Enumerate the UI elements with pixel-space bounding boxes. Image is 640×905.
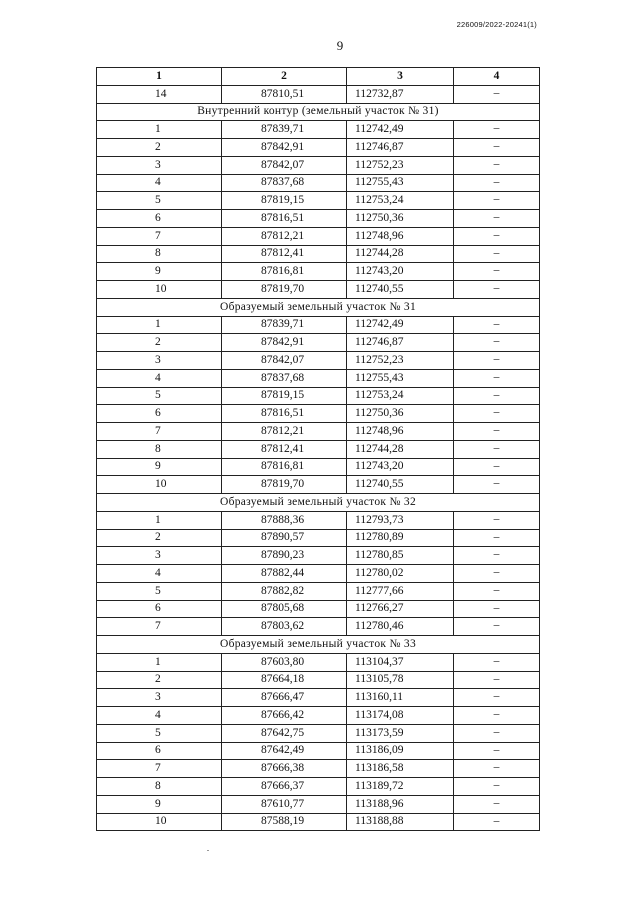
x-coordinate: 87816,51 — [222, 210, 347, 228]
dash-cell: – — [454, 582, 540, 600]
y-coordinate: 112740,55 — [347, 476, 454, 494]
point-number: 2 — [97, 139, 222, 157]
dash-cell: – — [454, 156, 540, 174]
coordinates-table — [96, 67, 540, 831]
section-header-row — [97, 103, 540, 121]
dash-cell: – — [454, 192, 540, 210]
table-row — [97, 423, 540, 441]
y-coordinate: 112746,87 — [347, 139, 454, 157]
table-row — [97, 174, 540, 192]
point-number: 4 — [97, 369, 222, 387]
point-number: 4 — [97, 707, 222, 725]
table-row — [97, 760, 540, 778]
y-coordinate: 112752,23 — [347, 352, 454, 370]
y-coordinate: 112732,87 — [347, 85, 454, 103]
y-coordinate: 112740,55 — [347, 281, 454, 299]
table-row — [97, 813, 540, 831]
point-number: 8 — [97, 245, 222, 263]
x-coordinate: 87666,37 — [222, 778, 347, 796]
point-number: 1 — [97, 653, 222, 671]
x-coordinate: 87603,80 — [222, 653, 347, 671]
x-coordinate: 87842,91 — [222, 139, 347, 157]
y-coordinate: 113173,59 — [347, 724, 454, 742]
y-coordinate: 112780,46 — [347, 618, 454, 636]
y-coordinate: 112780,89 — [347, 529, 454, 547]
y-coordinate: 112742,49 — [347, 316, 454, 334]
header-col-1: 1 — [97, 68, 222, 86]
section-header-row — [97, 494, 540, 512]
table-row — [97, 263, 540, 281]
point-number: 1 — [97, 121, 222, 139]
table-row — [97, 405, 540, 423]
x-coordinate: 87819,15 — [222, 387, 347, 405]
y-coordinate: 112755,43 — [347, 369, 454, 387]
y-coordinate: 112780,02 — [347, 565, 454, 583]
point-number: 4 — [97, 565, 222, 583]
dash-cell: – — [454, 387, 540, 405]
y-coordinate: 112755,43 — [347, 174, 454, 192]
dash-cell: – — [454, 724, 540, 742]
header-col-3: 3 — [347, 68, 454, 86]
point-number: 10 — [97, 281, 222, 299]
y-coordinate: 112744,28 — [347, 440, 454, 458]
point-number: 1 — [97, 316, 222, 334]
table-row — [97, 139, 540, 157]
table-row — [97, 724, 540, 742]
x-coordinate: 87837,68 — [222, 369, 347, 387]
document-id: 226009/2022-20241(1) — [456, 20, 537, 29]
table-row — [97, 227, 540, 245]
y-coordinate: 112746,87 — [347, 334, 454, 352]
table-row — [97, 281, 540, 299]
x-coordinate: 87812,41 — [222, 440, 347, 458]
dash-cell: – — [454, 529, 540, 547]
y-coordinate: 113105,78 — [347, 671, 454, 689]
point-number: 14 — [97, 85, 222, 103]
dash-cell: – — [454, 600, 540, 618]
table-row — [97, 458, 540, 476]
y-coordinate: 112742,49 — [347, 121, 454, 139]
dash-cell: – — [454, 423, 540, 441]
point-number: 2 — [97, 529, 222, 547]
table-row — [97, 440, 540, 458]
y-coordinate: 113160,11 — [347, 689, 454, 707]
point-number: 6 — [97, 210, 222, 228]
y-coordinate: 113188,96 — [347, 795, 454, 813]
x-coordinate: 87812,41 — [222, 245, 347, 263]
x-coordinate: 87819,70 — [222, 281, 347, 299]
table-row — [97, 582, 540, 600]
dash-cell: – — [454, 795, 540, 813]
dash-cell: – — [454, 316, 540, 334]
dash-cell: – — [454, 778, 540, 796]
y-coordinate: 113104,37 — [347, 653, 454, 671]
dash-cell: – — [454, 565, 540, 583]
point-number: 10 — [97, 813, 222, 831]
header-col-2: 2 — [222, 68, 347, 86]
dash-cell: – — [454, 742, 540, 760]
y-coordinate: 112748,96 — [347, 227, 454, 245]
x-coordinate: 87890,23 — [222, 547, 347, 565]
point-number: 3 — [97, 352, 222, 370]
table-row — [97, 85, 540, 103]
point-number: 5 — [97, 724, 222, 742]
x-coordinate: 87805,68 — [222, 600, 347, 618]
x-coordinate: 87882,44 — [222, 565, 347, 583]
table-row — [97, 156, 540, 174]
point-number: 5 — [97, 582, 222, 600]
point-number: 1 — [97, 511, 222, 529]
section-title: Внутренний контур (земельный участок № 31) — [97, 103, 540, 121]
y-coordinate: 112748,96 — [347, 423, 454, 441]
y-coordinate: 112766,27 — [347, 600, 454, 618]
x-coordinate: 87810,51 — [222, 85, 347, 103]
x-coordinate: 87610,77 — [222, 795, 347, 813]
dash-cell: – — [454, 813, 540, 831]
point-number: 6 — [97, 600, 222, 618]
point-number: 6 — [97, 405, 222, 423]
dash-cell: – — [454, 139, 540, 157]
dash-cell: – — [454, 671, 540, 689]
y-coordinate: 113186,09 — [347, 742, 454, 760]
y-coordinate: 112743,20 — [347, 458, 454, 476]
y-coordinate: 113189,72 — [347, 778, 454, 796]
point-number: 7 — [97, 760, 222, 778]
table-row — [97, 547, 540, 565]
section-header-row — [97, 298, 540, 316]
table-row — [97, 529, 540, 547]
x-coordinate: 87816,81 — [222, 263, 347, 281]
x-coordinate: 87664,18 — [222, 671, 347, 689]
y-coordinate: 112752,23 — [347, 156, 454, 174]
section-title: Образуемый земельный участок № 31 — [97, 298, 540, 316]
dash-cell: – — [454, 263, 540, 281]
x-coordinate: 87812,21 — [222, 227, 347, 245]
y-coordinate: 112793,73 — [347, 511, 454, 529]
point-number: 5 — [97, 192, 222, 210]
section-header-row — [97, 636, 540, 654]
dash-cell: – — [454, 245, 540, 263]
table-row — [97, 352, 540, 370]
table-row — [97, 600, 540, 618]
point-number: 3 — [97, 156, 222, 174]
y-coordinate: 113188,88 — [347, 813, 454, 831]
x-coordinate: 87890,57 — [222, 529, 347, 547]
dash-cell: – — [454, 760, 540, 778]
point-number: 7 — [97, 227, 222, 245]
y-coordinate: 113186,58 — [347, 760, 454, 778]
section-title: Образуемый земельный участок № 33 — [97, 636, 540, 654]
dash-cell: – — [454, 511, 540, 529]
table-row — [97, 387, 540, 405]
y-coordinate: 112750,36 — [347, 405, 454, 423]
dash-cell: – — [454, 547, 540, 565]
section-title: Образуемый земельный участок № 32 — [97, 494, 540, 512]
table-row — [97, 334, 540, 352]
table-row — [97, 565, 540, 583]
dash-cell: – — [454, 334, 540, 352]
x-coordinate: 87588,19 — [222, 813, 347, 831]
table-row — [97, 653, 540, 671]
dash-cell: – — [454, 458, 540, 476]
x-coordinate: 87816,51 — [222, 405, 347, 423]
dash-cell: – — [454, 281, 540, 299]
table-row — [97, 511, 540, 529]
x-coordinate: 87842,91 — [222, 334, 347, 352]
dash-cell: – — [454, 121, 540, 139]
header-col-4: 4 — [454, 68, 540, 86]
x-coordinate: 87888,36 — [222, 511, 347, 529]
header-row — [97, 68, 540, 86]
dash-cell: – — [454, 653, 540, 671]
x-coordinate: 87839,71 — [222, 316, 347, 334]
point-number: 7 — [97, 423, 222, 441]
table-row — [97, 192, 540, 210]
point-number: 3 — [97, 547, 222, 565]
y-coordinate: 113174,08 — [347, 707, 454, 725]
y-coordinate: 112780,85 — [347, 547, 454, 565]
dash-cell: – — [454, 618, 540, 636]
point-number: 8 — [97, 440, 222, 458]
point-number: 9 — [97, 458, 222, 476]
page-number: 9 — [336, 38, 344, 53]
x-coordinate: 87666,38 — [222, 760, 347, 778]
table-row — [97, 245, 540, 263]
dash-cell: – — [454, 476, 540, 494]
x-coordinate: 87842,07 — [222, 156, 347, 174]
point-number: 9 — [97, 263, 222, 281]
x-coordinate: 87819,70 — [222, 476, 347, 494]
table-row — [97, 210, 540, 228]
x-coordinate: 87882,82 — [222, 582, 347, 600]
x-coordinate: 87819,15 — [222, 192, 347, 210]
x-coordinate: 87666,47 — [222, 689, 347, 707]
table-row — [97, 476, 540, 494]
table-row — [97, 742, 540, 760]
dash-cell: – — [454, 440, 540, 458]
x-coordinate: 87803,62 — [222, 618, 347, 636]
x-coordinate: 87837,68 — [222, 174, 347, 192]
dash-cell: – — [454, 405, 540, 423]
x-coordinate: 87839,71 — [222, 121, 347, 139]
y-coordinate: 112744,28 — [347, 245, 454, 263]
y-coordinate: 112777,66 — [347, 582, 454, 600]
dash-cell: – — [454, 369, 540, 387]
y-coordinate: 112753,24 — [347, 387, 454, 405]
scan-mark — [207, 850, 209, 851]
dash-cell: – — [454, 707, 540, 725]
dash-cell: – — [454, 210, 540, 228]
dash-cell: – — [454, 689, 540, 707]
dash-cell: – — [454, 85, 540, 103]
dash-cell: – — [454, 227, 540, 245]
x-coordinate: 87816,81 — [222, 458, 347, 476]
y-coordinate: 112753,24 — [347, 192, 454, 210]
table-row — [97, 671, 540, 689]
dash-cell: – — [454, 174, 540, 192]
point-number: 2 — [97, 334, 222, 352]
point-number: 10 — [97, 476, 222, 494]
x-coordinate: 87642,75 — [222, 724, 347, 742]
point-number: 4 — [97, 174, 222, 192]
y-coordinate: 112750,36 — [347, 210, 454, 228]
dash-cell: – — [454, 352, 540, 370]
table-row — [97, 795, 540, 813]
point-number: 3 — [97, 689, 222, 707]
x-coordinate: 87812,21 — [222, 423, 347, 441]
point-number: 2 — [97, 671, 222, 689]
y-coordinate: 112743,20 — [347, 263, 454, 281]
point-number: 9 — [97, 795, 222, 813]
x-coordinate: 87842,07 — [222, 352, 347, 370]
point-number: 5 — [97, 387, 222, 405]
table-row — [97, 778, 540, 796]
table-row — [97, 618, 540, 636]
point-number: 6 — [97, 742, 222, 760]
point-number: 7 — [97, 618, 222, 636]
x-coordinate: 87666,42 — [222, 707, 347, 725]
table-row — [97, 121, 540, 139]
point-number: 8 — [97, 778, 222, 796]
x-coordinate: 87642,49 — [222, 742, 347, 760]
table-row — [97, 369, 540, 387]
table-row — [97, 707, 540, 725]
table-row — [97, 316, 540, 334]
table-row — [97, 689, 540, 707]
